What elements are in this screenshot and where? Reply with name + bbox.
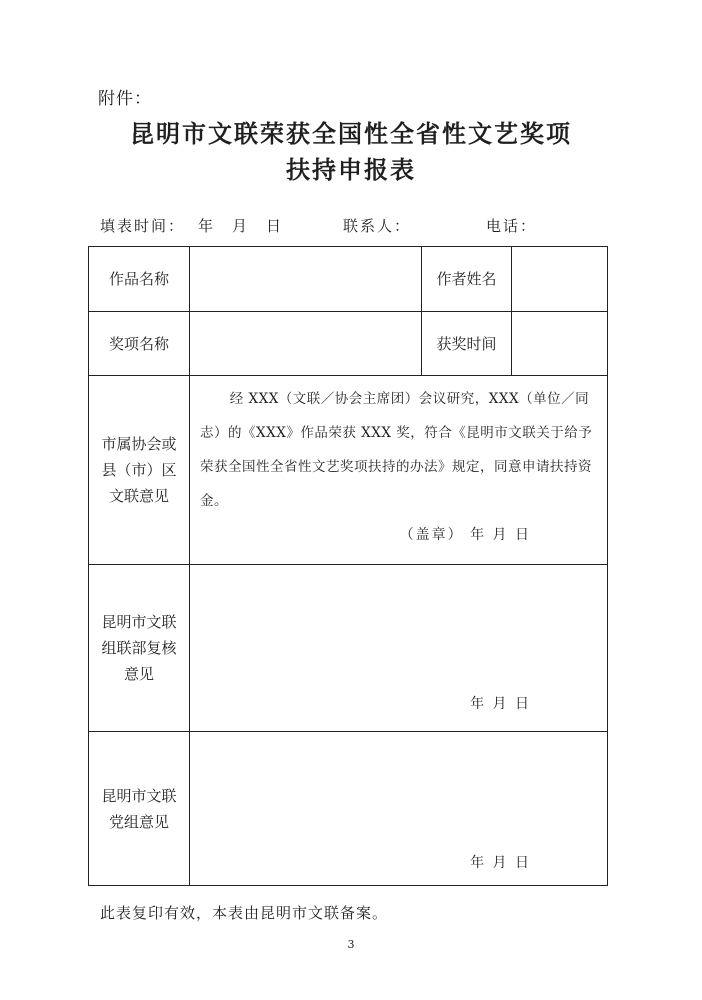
party-opinion-label-line2: 党组意见 bbox=[108, 812, 169, 831]
author-name-label: 作者姓名 bbox=[422, 247, 512, 312]
award-name-label: 奖项名称 bbox=[89, 312, 190, 376]
org-review-cell[interactable] bbox=[190, 565, 608, 732]
page-number: 3 bbox=[347, 938, 355, 951]
assoc-opinion-label-line2: 县（市）区 bbox=[101, 461, 177, 479]
assoc-seal-date: （盖章） 年 月 日 bbox=[399, 527, 531, 543]
org-review-date: 年 月 日 bbox=[470, 696, 531, 712]
attachment-label: 附件： bbox=[98, 89, 152, 109]
contact-label: 联系人： bbox=[343, 217, 412, 235]
award-time-label: 获奖时间 bbox=[422, 312, 512, 376]
assoc-opinion-label bbox=[89, 376, 190, 565]
org-review-label-line3: 意见 bbox=[123, 665, 154, 683]
org-review-label bbox=[89, 565, 190, 732]
org-review-label-line1: 昆明市文联 bbox=[101, 613, 177, 631]
fill-day: 日 bbox=[266, 217, 284, 235]
fill-time-label: 填表时间： bbox=[100, 217, 186, 235]
page-title: 昆明市文联荣获全国性全省性文艺奖项 bbox=[130, 119, 572, 148]
party-opinion-label bbox=[89, 732, 190, 886]
phone-label: 电话： bbox=[486, 217, 538, 235]
party-opinion-date: 年 月 日 bbox=[470, 855, 531, 871]
assoc-opinion-label-line3: 文联意见 bbox=[108, 487, 169, 505]
application-form-table bbox=[88, 246, 608, 886]
footnote: 此表复印有效，本表由昆明市文联备案。 bbox=[100, 904, 389, 922]
fill-month: 月 bbox=[232, 217, 250, 235]
award-name-field[interactable] bbox=[190, 312, 422, 376]
work-name-label: 作品名称 bbox=[89, 247, 190, 312]
page-subtitle: 扶持申报表 bbox=[286, 155, 416, 184]
assoc-opinion-cell[interactable] bbox=[190, 376, 608, 565]
work-name-field[interactable] bbox=[190, 247, 422, 312]
fill-year: 年 bbox=[198, 217, 216, 235]
party-opinion-cell[interactable] bbox=[190, 732, 608, 886]
party-opinion-label-line1: 昆明市文联 bbox=[101, 786, 177, 805]
award-time-field[interactable] bbox=[512, 312, 608, 376]
author-name-field[interactable] bbox=[512, 247, 608, 312]
assoc-opinion-label-line1: 市属协会或 bbox=[101, 435, 177, 453]
org-review-label-line2: 组联部复核 bbox=[101, 639, 177, 657]
assoc-opinion-text: 经 XXX（文联／协会主席团）会议研究，XXX（单位／同志）的《XXX》作品荣获 XXX 奖，符合《昆明市文联关于给予荣获全国性全省性文艺奖项扶持的办法》规定，同意申请扶持资金。 bbox=[200, 391, 593, 509]
